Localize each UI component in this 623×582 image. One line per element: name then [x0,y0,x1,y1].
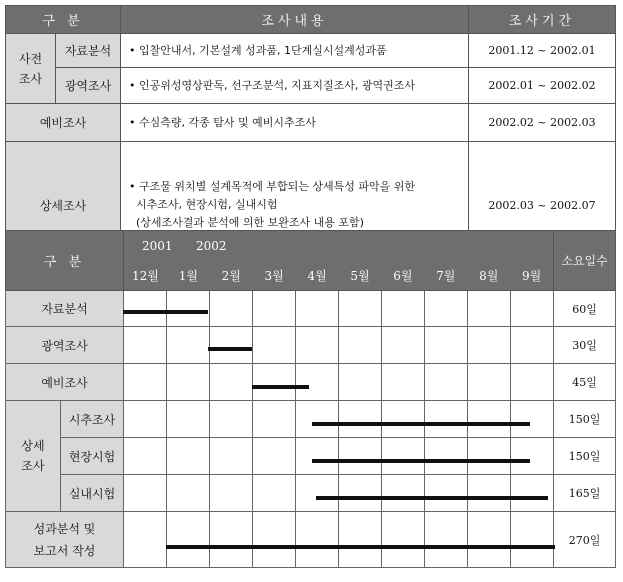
row-content-regional-survey: • 인공위성영상판독, 선구조분석, 지표지질조사, 광역권조사 [121,68,469,104]
gantt-days-data-analysis: 60일 [554,291,616,327]
row-content-preliminary-survey: • 수심측량, 각종 탐사 및 예비시추조사 [121,104,469,142]
year-2001: 2001 [142,239,173,253]
row-content-detailed-survey: • 구조물 위치별 설계목적에 부합되는 상세특성 파악을 위한 시추조사, 현장시험, 실내시험 (상세조사결과 분석에 의한 보완조사 내용 포함) [121,142,469,269]
month-label: 4월 [307,269,327,283]
row-period-data-analysis: 2001.12 ~ 2002.01 [469,34,616,68]
row-period-regional-survey: 2002.01 ~ 2002.02 [469,68,616,104]
row-label-detailed-survey: 상세조사 [6,142,121,269]
month-row [124,267,553,284]
gantt-days-report: 270일 [554,512,616,568]
month-label: 9월 [521,269,542,283]
gantt-bar-lab-test [316,496,548,500]
gantt-bar-boring [312,422,530,426]
gantt-days-field-test: 150일 [554,438,616,475]
year-2002: 2002 [196,239,227,253]
gantt-bar-field-test [312,459,530,463]
header-period: 조사기간 [469,6,616,34]
month-label: 3월 [264,269,284,283]
row-content-data-analysis: • 입찰안내서, 기본설계 성과품, 1단계실시설계성과품 [121,34,469,68]
group-label-preliminary: 사전 조사 [6,34,56,104]
gantt-group-detailed: 상세 조사 [6,401,61,512]
row-label-data-analysis: 자료분석 [56,34,121,68]
month-label: 2월 [221,269,241,283]
month-label: 6월 [393,269,413,283]
header-category: 구 분 [6,6,121,34]
row-period-preliminary-survey: 2002.02 ~ 2002.03 [469,104,616,142]
gantt-days-lab-test: 165일 [554,475,616,512]
gantt-days-boring: 150일 [554,401,616,438]
month-label: 1월 [178,269,198,283]
month-label: 7월 [436,269,456,283]
gantt-bar-regional-survey [208,347,252,351]
gantt-days-preliminary-survey: 45일 [554,364,616,401]
header-content: 조사내용 [121,6,469,34]
month-label: 5월 [350,269,370,283]
gantt-label-boring: 시추조사 [61,401,124,438]
gantt-header-timeline [124,231,554,291]
gantt-bar-report [166,545,555,549]
gantt-label-regional-survey: 광역조사 [6,327,124,364]
gantt-bar-data-analysis [123,310,208,314]
gantt-header-category: 구 분 [6,231,124,291]
gantt-label-report: 성과분석 및 보고서 작성 [6,512,124,568]
gantt-days-regional-survey: 30일 [554,327,616,364]
month-label: 12월 [132,269,159,283]
row-period-detailed-survey: 2002.03 ~ 2002.07 [469,142,616,269]
gantt-bar-preliminary-survey [252,385,309,389]
gantt-table [5,230,616,568]
gantt-label-lab-test: 실내시험 [61,475,124,512]
gantt-label-preliminary-survey: 예비조사 [6,364,124,401]
gantt-header-days: 소요일수 [554,231,616,291]
gantt-label-data-analysis: 자료분석 [6,291,124,327]
row-label-regional-survey: 광역조사 [56,68,121,104]
month-label: 8월 [479,269,499,283]
gantt-label-field-test: 현장시험 [61,438,124,475]
row-label-preliminary-survey: 예비조사 [6,104,121,142]
